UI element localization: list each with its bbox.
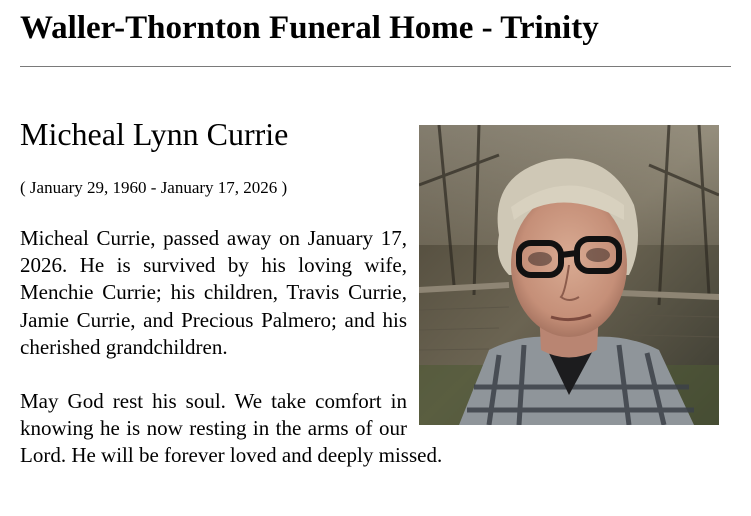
- obituary-photo: [419, 125, 719, 425]
- site-title: Waller-Thornton Funeral Home - Trinity: [20, 10, 599, 46]
- obituary-paragraph-2: May God rest his soul. We take comfort in knowing he is now resting in the arms of our Lord. He will be forever loved and deeply missed.: [20, 389, 443, 468]
- obituary-dates: ( January 29, 1960 - January 17, 2026 ): [20, 178, 288, 197]
- obituary-paragraph-1: Micheal Currie, passed away on January 17, 2026. He is survived by his loving wife, Menchie Currie; his children, Travis Currie, Jamie Currie, and Precious Palmero; and his cherished grandchildren.: [20, 226, 407, 359]
- obituary-body: [20, 225, 731, 497]
- obituary-name: Micheal Lynn Currie: [20, 116, 289, 152]
- portrait-image: [419, 125, 719, 425]
- header-divider: [20, 66, 731, 67]
